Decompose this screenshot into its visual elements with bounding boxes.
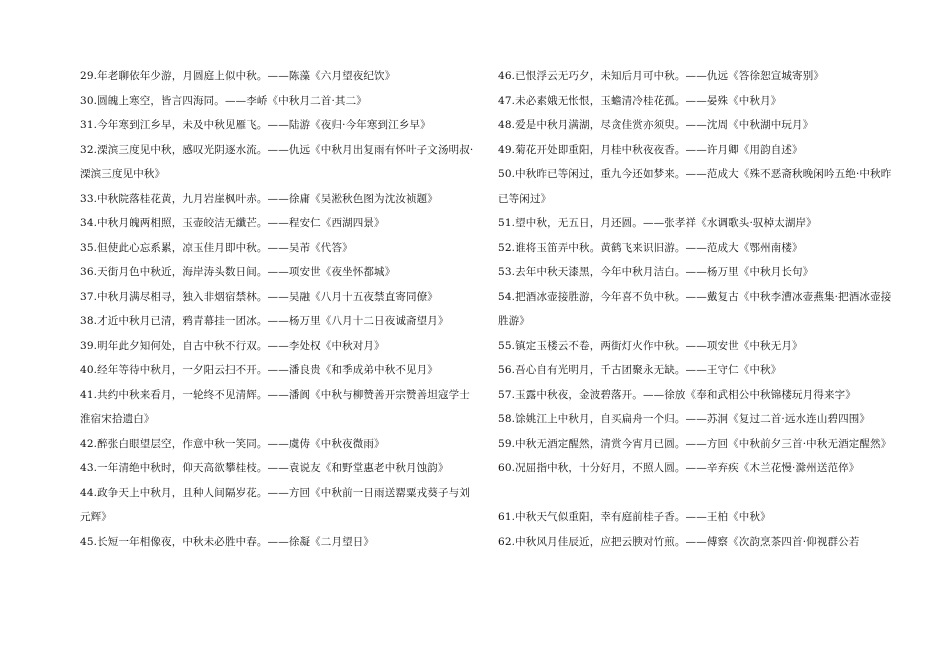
poem-line: 51.望中秋，无五日，月还圆。——张孝祥《水调歌头·驭棹太湖岸》	[498, 217, 817, 229]
poem-line: 42.醉张白眼望层空，作意中秋一笑同。——虞俦《中秋夜微雨》	[80, 437, 385, 450]
poem-line: 29.年老聊依年少游，月圆庭上似中秋。——陈藻《六月望夜纪饮》	[80, 70, 396, 82]
poem-line: 53.去年中秋天漆黑，今年中秋月洁白。——杨万里《中秋月长句》	[498, 266, 814, 278]
poem-line: 33.中秋院落桂花黄，九月岩崖枫叶赤。——徐庸《吴淞秋色图为沈汝祯题》	[80, 192, 438, 205]
poem-line: 39.明年此夕知何处，自古中秋不行双。——李处权《中秋对月》	[80, 339, 385, 352]
poem-line: 49.菊花开处即重阳，月桂中秋夜夜香。——许月卿《用韵自述》	[498, 143, 803, 156]
poem-line: 58.馀姚江上中秋月，自买扁舟一个归。——苏泂《复过二首·远水连山碧四围》	[498, 413, 871, 425]
poem-line: 61.中秋天气似重阳，幸有庭前桂子香。——王柏《中秋》	[498, 511, 771, 523]
poem-line: 31.今年寒到江乡早，未及中秋见雁飞。——陆游《夜归·今年寒到江乡早》	[80, 119, 431, 131]
poem-line: 46.已恨浮云无巧夕，未知后月可中秋。——仇远《答徐恕宣城寄别》	[498, 70, 824, 82]
poem-line: 55.镇定玉楼云不卷，两街灯火作中秋。——项安世《中秋无月》	[498, 339, 803, 352]
poem-line: 32.溧滨三度见中秋，感叹光阴逐水流。——仇远《中秋月出复雨有怀叶子文汤明叔·溧滨三度见中秋》	[80, 143, 474, 180]
poem-line: 59.中秋无酒定醒然，清赏今宵月已圆。——方回《中秋前夕三首·中秋无酒定醒然》	[498, 437, 892, 450]
poem-line: 56.吾心自有光明月，千古团聚永无缺。——王守仁《中秋》	[498, 364, 782, 376]
poem-line: 54.把酒冰壶接胜游，今年喜不负中秋。——戴复古《中秋李漕冰壶燕集·把酒冰壶接胜游》	[498, 290, 892, 327]
poem-line: 37.中秋月满尽相寻，独入非烟宿禁林。——吴融《八月十五夜禁直寄同僚》	[80, 290, 438, 303]
blank-line	[498, 481, 893, 506]
poem-line: 41.共约中秋来看月，一轮终不见清辉。——潘阆《中秋与柳赞善开宗赞善坦寇学士淮宿宋拾遗白》	[80, 388, 470, 425]
poem-line: 40.经年等待中秋月，一夕阳云扫不开。——潘良贵《和季成弟中秋不见月》	[80, 364, 438, 376]
poem-line: 62.中秋风月佳辰近，应把云腴对竹煎。——傅察《次韵烹茶四首·仰视群公若	[498, 535, 860, 548]
poem-line: 47.未必素娥无怅恨，玉蟾清冷桂花孤。——晏殊《中秋月》	[498, 94, 782, 107]
poem-line: 30.圆魄上寒空，皆言四海同。——李峤《中秋月二首·其二》	[80, 94, 367, 107]
poem-line: 52.谁将玉笛弄中秋。黄鹤飞来识旧游。——范成大《鄂州南楼》	[498, 241, 803, 254]
poem-line: 43.一年清绝中秋时，仰天高欲攀桂枝。——袁说友《和野堂惠老中秋月蚀韵》	[80, 462, 449, 474]
left-column	[80, 64, 475, 554]
poem-line: 57.玉露中秋夜，金波碧落开。——徐放《奉和武相公中秋锦楼玩月得来字》	[498, 388, 856, 401]
poem-line: 36.天街月色中秋近，海岸涛头数日间。——项安世《夜坐怀都城》	[80, 266, 396, 278]
right-column	[498, 64, 893, 554]
poem-line: 45.长短一年相像夜，中秋未必胜中春。——徐凝《二月望日》	[80, 535, 375, 548]
poem-line: 35.但使此心忘系累，凉玉佳月即中秋。——吴芾《代答》	[80, 241, 353, 254]
poem-line: 38.才近中秋月已清，鸦青幕挂一团冰。——杨万里《八月十二日夜诚斋望月》	[80, 315, 449, 327]
poem-line: 60.况屈指中秋，十分好月，不照人圆。——辛弃疾《木兰花慢·滁州送范倅》	[498, 462, 860, 474]
poem-line: 48.爱是中秋月满湖，尽贪佳赏亦须臾。——沈周《中秋湖中玩月》	[498, 119, 814, 131]
poem-line: 50.中秋昨已等闲过，重九今还如梦来。——范成大《殊不恶斋秋晚闲吟五绝·中秋昨已等闲过》	[498, 168, 892, 205]
poem-line: 34.中秋月魄两相照，玉壶皎洁无纖芒。——程安仁《西湖四景》	[80, 217, 385, 229]
poem-line: 44.政争天上中秋月，且种人间隔岁花。——方回《中秋前一日雨送罂粟戎葵子与刘元辉》	[80, 486, 470, 523]
